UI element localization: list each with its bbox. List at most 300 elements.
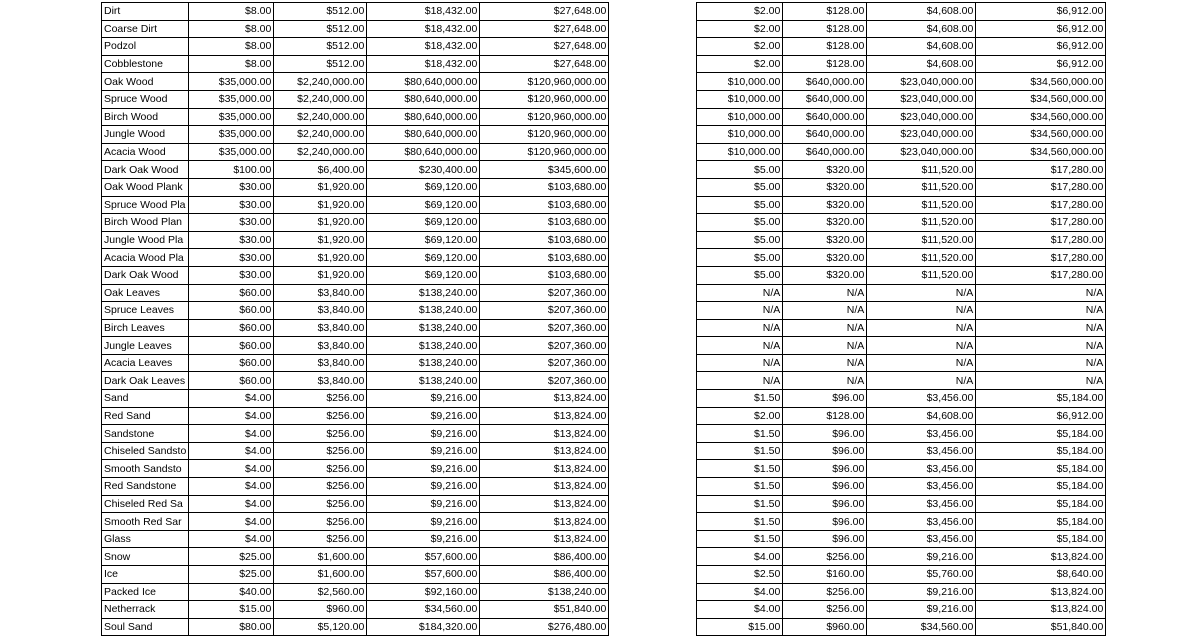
price-cell: $9,216.00	[367, 425, 480, 443]
price-cell: $8,640.00	[976, 566, 1106, 584]
price-cell: $2,560.00	[274, 583, 367, 601]
spacer-cell	[609, 284, 697, 302]
item-name-cell: Podzol	[102, 38, 189, 56]
price-cell: $3,456.00	[867, 460, 976, 478]
price-cell: $96.00	[783, 513, 867, 531]
price-cell: $9,216.00	[867, 548, 976, 566]
price-cell: N/A	[697, 354, 783, 372]
price-cell: $320.00	[783, 178, 867, 196]
price-cell: N/A	[976, 284, 1106, 302]
price-cell: $3,840.00	[274, 372, 367, 390]
price-cell: $60.00	[189, 319, 274, 337]
price-cell: $35,000.00	[189, 73, 274, 91]
table-row	[102, 460, 1106, 478]
price-cell: $103,680.00	[480, 196, 609, 214]
price-cell: $10,000.00	[697, 143, 783, 161]
price-cell: $2,240,000.00	[274, 90, 367, 108]
price-cell: $11,520.00	[867, 196, 976, 214]
price-cell: $1,920.00	[274, 231, 367, 249]
price-cell: $256.00	[783, 548, 867, 566]
item-name-cell: Dark Oak Wood	[102, 161, 189, 179]
price-cell: $34,560.00	[367, 601, 480, 619]
price-cell: $6,912.00	[976, 20, 1106, 38]
price-cell: $27,648.00	[480, 20, 609, 38]
item-name-cell: Red Sandstone	[102, 478, 189, 496]
price-cell: $120,960,000.00	[480, 143, 609, 161]
price-cell: $120,960,000.00	[480, 126, 609, 144]
price-cell: $256.00	[274, 407, 367, 425]
item-name-cell: Oak Wood Plank	[102, 178, 189, 196]
table-row	[102, 55, 1106, 73]
price-cell: $96.00	[783, 442, 867, 460]
price-cell: $69,120.00	[367, 231, 480, 249]
spacer-cell	[609, 319, 697, 337]
price-cell: $15.00	[697, 618, 783, 636]
spacer-cell	[609, 38, 697, 56]
price-cell: $103,680.00	[480, 231, 609, 249]
price-cell: $640,000.00	[783, 143, 867, 161]
price-cell: $4,608.00	[867, 3, 976, 21]
price-cell: $320.00	[783, 214, 867, 232]
price-cell: $23,040,000.00	[867, 108, 976, 126]
price-cell: $4.00	[189, 513, 274, 531]
spacer-cell	[609, 231, 697, 249]
price-table	[101, 2, 1106, 636]
price-cell: $128.00	[783, 20, 867, 38]
price-cell: $34,560,000.00	[976, 108, 1106, 126]
item-name-cell: Sandstone	[102, 425, 189, 443]
price-cell: $57,600.00	[367, 548, 480, 566]
price-cell: $35,000.00	[189, 90, 274, 108]
spacer-cell	[609, 161, 697, 179]
price-cell: $80,640,000.00	[367, 126, 480, 144]
price-cell: $13,824.00	[480, 530, 609, 548]
price-cell: N/A	[976, 354, 1106, 372]
price-cell: $96.00	[783, 530, 867, 548]
price-cell: $34,560.00	[867, 618, 976, 636]
price-cell: $120,960,000.00	[480, 108, 609, 126]
price-cell: $13,824.00	[480, 460, 609, 478]
price-cell: $2.00	[697, 55, 783, 73]
price-cell: $11,520.00	[867, 161, 976, 179]
price-cell: N/A	[783, 319, 867, 337]
table-row	[102, 178, 1106, 196]
table-row	[102, 231, 1106, 249]
price-cell: $256.00	[783, 601, 867, 619]
price-cell: $4,608.00	[867, 55, 976, 73]
price-cell: $96.00	[783, 460, 867, 478]
price-cell: $2.00	[697, 38, 783, 56]
price-cell: $23,040,000.00	[867, 90, 976, 108]
price-cell: $2,240,000.00	[274, 73, 367, 91]
price-cell: $3,456.00	[867, 495, 976, 513]
price-cell: $640,000.00	[783, 126, 867, 144]
table-row	[102, 20, 1106, 38]
price-cell: $3,456.00	[867, 530, 976, 548]
price-cell: $9,216.00	[367, 407, 480, 425]
price-cell: $5,120.00	[274, 618, 367, 636]
table-row	[102, 407, 1106, 425]
price-cell: $512.00	[274, 55, 367, 73]
price-cell: $13,824.00	[976, 601, 1106, 619]
price-cell: $60.00	[189, 354, 274, 372]
spacer-cell	[609, 618, 697, 636]
price-cell: N/A	[976, 337, 1106, 355]
price-cell: $10,000.00	[697, 108, 783, 126]
price-cell: $3,840.00	[274, 284, 367, 302]
price-cell: $11,520.00	[867, 249, 976, 267]
table-row	[102, 214, 1106, 232]
price-cell: $9,216.00	[367, 460, 480, 478]
price-cell: N/A	[697, 284, 783, 302]
price-cell: $18,432.00	[367, 55, 480, 73]
price-cell: $18,432.00	[367, 38, 480, 56]
price-cell: $96.00	[783, 390, 867, 408]
table-row	[102, 372, 1106, 390]
price-cell: $4,608.00	[867, 20, 976, 38]
price-cell: $30.00	[189, 231, 274, 249]
price-cell: $5.00	[697, 196, 783, 214]
item-name-cell: Spruce Wood Pla	[102, 196, 189, 214]
item-name-cell: Dark Oak Leaves	[102, 372, 189, 390]
price-cell: $1.50	[697, 513, 783, 531]
item-name-cell: Smooth Sandsto	[102, 460, 189, 478]
price-cell: $5.00	[697, 249, 783, 267]
price-cell: $4.00	[189, 442, 274, 460]
price-cell: $9,216.00	[367, 478, 480, 496]
price-cell: $13,824.00	[480, 513, 609, 531]
price-cell: $3,840.00	[274, 354, 367, 372]
price-cell: $207,360.00	[480, 337, 609, 355]
price-cell: $256.00	[274, 460, 367, 478]
item-name-cell: Cobblestone	[102, 55, 189, 73]
price-cell: $120,960,000.00	[480, 90, 609, 108]
price-cell: $17,280.00	[976, 266, 1106, 284]
price-cell: $34,560,000.00	[976, 143, 1106, 161]
price-cell: $11,520.00	[867, 214, 976, 232]
price-cell: $86,400.00	[480, 548, 609, 566]
price-cell: $207,360.00	[480, 302, 609, 320]
spacer-cell	[609, 337, 697, 355]
price-cell: $30.00	[189, 266, 274, 284]
price-cell: $9,216.00	[367, 495, 480, 513]
price-cell: $128.00	[783, 38, 867, 56]
price-cell: $207,360.00	[480, 372, 609, 390]
price-cell: $69,120.00	[367, 249, 480, 267]
price-cell: $276,480.00	[480, 618, 609, 636]
price-cell: $320.00	[783, 266, 867, 284]
price-cell: $4.00	[189, 460, 274, 478]
price-cell: $13,824.00	[480, 442, 609, 460]
price-cell: $138,240.00	[367, 337, 480, 355]
price-cell: $1,920.00	[274, 178, 367, 196]
price-cell: $60.00	[189, 372, 274, 390]
price-cell: $4,608.00	[867, 407, 976, 425]
item-name-cell: Oak Wood	[102, 73, 189, 91]
price-cell: $4.00	[189, 407, 274, 425]
item-name-cell: Jungle Leaves	[102, 337, 189, 355]
price-cell: $5.00	[697, 161, 783, 179]
spacer-cell	[609, 390, 697, 408]
spacer-cell	[609, 302, 697, 320]
item-name-cell: Chiseled Red Sa	[102, 495, 189, 513]
table-row	[102, 548, 1106, 566]
price-cell: $128.00	[783, 407, 867, 425]
spacer-cell	[609, 460, 697, 478]
price-cell: $1.50	[697, 460, 783, 478]
price-cell: $8.00	[189, 55, 274, 73]
price-cell: $35,000.00	[189, 126, 274, 144]
price-cell: $6,912.00	[976, 38, 1106, 56]
item-name-cell: Jungle Wood Pla	[102, 231, 189, 249]
price-cell: N/A	[783, 284, 867, 302]
price-cell: $3,840.00	[274, 319, 367, 337]
price-cell: $17,280.00	[976, 161, 1106, 179]
price-cell: $25.00	[189, 566, 274, 584]
price-cell: $3,456.00	[867, 513, 976, 531]
price-cell: $256.00	[274, 425, 367, 443]
price-cell: $34,560,000.00	[976, 90, 1106, 108]
price-cell: $8.00	[189, 20, 274, 38]
price-cell: $320.00	[783, 161, 867, 179]
price-cell: $256.00	[274, 530, 367, 548]
price-cell: $8.00	[189, 38, 274, 56]
price-cell: $5,184.00	[976, 495, 1106, 513]
item-name-cell: Acacia Leaves	[102, 354, 189, 372]
price-cell: $6,912.00	[976, 3, 1106, 21]
price-cell: $18,432.00	[367, 3, 480, 21]
table-row	[102, 530, 1106, 548]
price-cell: N/A	[867, 319, 976, 337]
price-cell: $13,824.00	[480, 390, 609, 408]
price-cell: $1.50	[697, 530, 783, 548]
price-cell: $640,000.00	[783, 73, 867, 91]
price-cell: $1,920.00	[274, 196, 367, 214]
price-cell: $103,680.00	[480, 178, 609, 196]
price-cell: $69,120.00	[367, 178, 480, 196]
item-name-cell: Glass	[102, 530, 189, 548]
table-row	[102, 495, 1106, 513]
price-cell: $4.00	[697, 583, 783, 601]
price-cell: $4.00	[189, 530, 274, 548]
price-cell: $96.00	[783, 495, 867, 513]
price-cell: $103,680.00	[480, 249, 609, 267]
price-cell: $80,640,000.00	[367, 90, 480, 108]
item-name-cell: Sand	[102, 390, 189, 408]
price-cell: $1,920.00	[274, 249, 367, 267]
price-cell: $17,280.00	[976, 214, 1106, 232]
price-cell: $80,640,000.00	[367, 143, 480, 161]
table-row	[102, 249, 1106, 267]
price-cell: $128.00	[783, 55, 867, 73]
spacer-cell	[609, 249, 697, 267]
price-cell: $120,960,000.00	[480, 73, 609, 91]
price-cell: $1,920.00	[274, 266, 367, 284]
item-name-cell: Ice	[102, 566, 189, 584]
price-cell: $1.50	[697, 390, 783, 408]
price-cell: $5,184.00	[976, 530, 1106, 548]
price-cell: N/A	[783, 302, 867, 320]
item-name-cell: Dark Oak Wood	[102, 266, 189, 284]
price-cell: $4.00	[189, 390, 274, 408]
price-cell: $17,280.00	[976, 178, 1106, 196]
price-cell: $4.00	[189, 478, 274, 496]
price-cell: $138,240.00	[480, 583, 609, 601]
price-cell: $96.00	[783, 425, 867, 443]
price-cell: $3,456.00	[867, 425, 976, 443]
price-cell: $9,216.00	[367, 390, 480, 408]
price-cell: $512.00	[274, 3, 367, 21]
price-cell: $6,912.00	[976, 407, 1106, 425]
price-cell: $138,240.00	[367, 354, 480, 372]
spacer-cell	[609, 20, 697, 38]
price-cell: $9,216.00	[867, 583, 976, 601]
price-cell: N/A	[697, 337, 783, 355]
price-cell: N/A	[976, 372, 1106, 390]
price-cell: $51,840.00	[480, 601, 609, 619]
price-cell: $13,824.00	[480, 478, 609, 496]
price-cell: $1.50	[697, 442, 783, 460]
spacer-cell	[609, 3, 697, 21]
price-cell: $17,280.00	[976, 196, 1106, 214]
spacer-cell	[609, 583, 697, 601]
price-cell: $4,608.00	[867, 38, 976, 56]
spacer-cell	[609, 90, 697, 108]
table-row	[102, 618, 1106, 636]
item-name-cell: Coarse Dirt	[102, 20, 189, 38]
table-row	[102, 196, 1106, 214]
price-cell: $96.00	[783, 478, 867, 496]
price-cell: $138,240.00	[367, 319, 480, 337]
price-cell: $2,240,000.00	[274, 108, 367, 126]
table-row	[102, 601, 1106, 619]
price-cell: $207,360.00	[480, 354, 609, 372]
price-cell: $1.50	[697, 425, 783, 443]
price-cell: $9,216.00	[367, 530, 480, 548]
price-cell: $5,760.00	[867, 566, 976, 584]
price-cell: $23,040,000.00	[867, 73, 976, 91]
price-cell: $207,360.00	[480, 319, 609, 337]
spacer-cell	[609, 478, 697, 496]
price-cell: N/A	[867, 302, 976, 320]
spacer-cell	[609, 530, 697, 548]
price-cell: $320.00	[783, 231, 867, 249]
price-cell: $256.00	[274, 495, 367, 513]
price-cell: $1,920.00	[274, 214, 367, 232]
price-cell: $3,456.00	[867, 390, 976, 408]
price-cell: $15.00	[189, 601, 274, 619]
price-cell: $11,520.00	[867, 266, 976, 284]
price-cell: $2.50	[697, 566, 783, 584]
price-cell: N/A	[697, 302, 783, 320]
price-cell: $4.00	[697, 601, 783, 619]
price-cell: $5,184.00	[976, 425, 1106, 443]
table-row	[102, 478, 1106, 496]
price-cell: $18,432.00	[367, 20, 480, 38]
table-row	[102, 161, 1106, 179]
item-name-cell: Spruce Leaves	[102, 302, 189, 320]
price-cell: $2,240,000.00	[274, 143, 367, 161]
price-cell: $6,912.00	[976, 55, 1106, 73]
spacer-cell	[609, 196, 697, 214]
price-cell: $13,824.00	[480, 425, 609, 443]
price-cell: N/A	[783, 337, 867, 355]
table-row	[102, 90, 1106, 108]
price-cell: $1.50	[697, 495, 783, 513]
price-cell: $9,216.00	[367, 442, 480, 460]
table-row	[102, 583, 1106, 601]
spacer-cell	[609, 178, 697, 196]
price-cell: $51,840.00	[976, 618, 1106, 636]
spacer-cell	[609, 372, 697, 390]
price-cell: $2.00	[697, 20, 783, 38]
price-cell: $100.00	[189, 161, 274, 179]
price-cell: $30.00	[189, 249, 274, 267]
table-row	[102, 354, 1106, 372]
price-cell: $11,520.00	[867, 178, 976, 196]
price-cell: $40.00	[189, 583, 274, 601]
table-row	[102, 284, 1106, 302]
item-name-cell: Spruce Wood	[102, 90, 189, 108]
price-cell: $5,184.00	[976, 442, 1106, 460]
price-cell: $5.00	[697, 266, 783, 284]
price-cell: $13,824.00	[976, 583, 1106, 601]
price-cell: $35,000.00	[189, 143, 274, 161]
price-cell: $256.00	[783, 583, 867, 601]
spacer-cell	[609, 407, 697, 425]
spacer-cell	[609, 108, 697, 126]
price-cell: $10,000.00	[697, 90, 783, 108]
price-cell: $27,648.00	[480, 3, 609, 21]
item-name-cell: Birch Wood Plan	[102, 214, 189, 232]
price-cell: $5.00	[697, 214, 783, 232]
price-cell: N/A	[976, 319, 1106, 337]
item-name-cell: Red Sand	[102, 407, 189, 425]
price-cell: $3,456.00	[867, 478, 976, 496]
price-cell: N/A	[697, 372, 783, 390]
price-cell: $35,000.00	[189, 108, 274, 126]
spacer-cell	[609, 601, 697, 619]
item-name-cell: Acacia Wood Pla	[102, 249, 189, 267]
item-name-cell: Chiseled Sandsto	[102, 442, 189, 460]
price-cell: $11,520.00	[867, 231, 976, 249]
price-cell: $256.00	[274, 442, 367, 460]
price-cell: $13,824.00	[480, 495, 609, 513]
price-cell: $512.00	[274, 20, 367, 38]
item-name-cell: Snow	[102, 548, 189, 566]
price-cell: $512.00	[274, 38, 367, 56]
price-cell: $160.00	[783, 566, 867, 584]
table-row	[102, 442, 1106, 460]
price-cell: $8.00	[189, 3, 274, 21]
table-row	[102, 337, 1106, 355]
price-cell: $9,216.00	[867, 601, 976, 619]
price-cell: $960.00	[783, 618, 867, 636]
price-cell: $86,400.00	[480, 566, 609, 584]
price-cell: N/A	[867, 284, 976, 302]
price-cell: $230,400.00	[367, 161, 480, 179]
spacer-cell	[609, 266, 697, 284]
price-cell: N/A	[976, 302, 1106, 320]
price-cell: $30.00	[189, 214, 274, 232]
spacer-cell	[609, 214, 697, 232]
spacer-cell	[609, 73, 697, 91]
price-cell: $34,560,000.00	[976, 126, 1106, 144]
price-cell: $10,000.00	[697, 73, 783, 91]
price-cell: $34,560,000.00	[976, 73, 1106, 91]
item-name-cell: Dirt	[102, 3, 189, 21]
spacer-cell	[609, 354, 697, 372]
